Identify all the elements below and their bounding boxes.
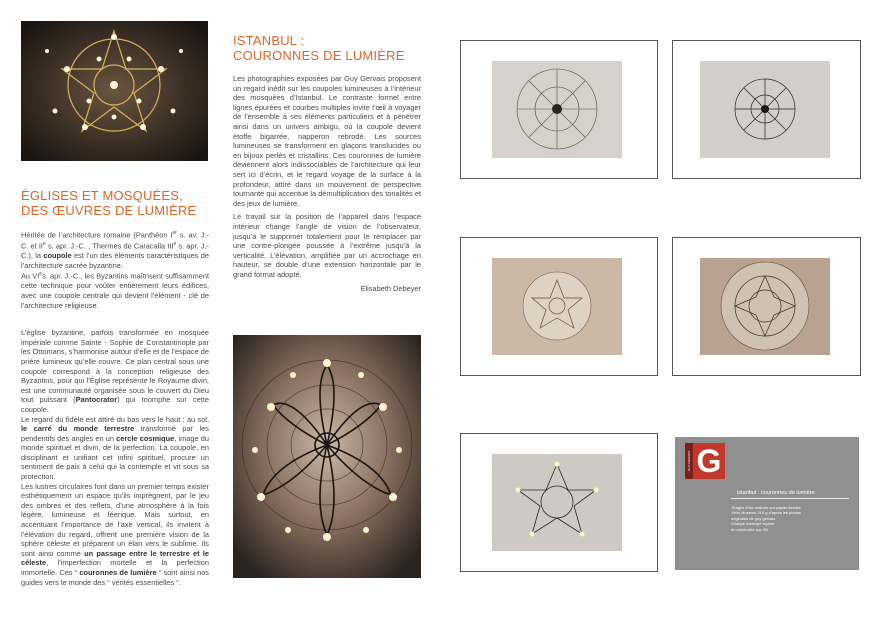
left-heading (21, 188, 211, 218)
left-para-1: Héritée de l’architecture romaine (Panthéon Ier s. av. J.-C. et IIe s. apr. J.-C. , Thermes de Caracalla IIIe s. apr. J.-C.), la coupole est l’un des éléments caractéristiques de l’architecture sacrée byzantine. (21, 230, 209, 270)
info-card (675, 437, 859, 570)
card-line-1: Tirages d’Art réalisés sur papier Archès (731, 505, 801, 510)
print-frame-3 (460, 237, 658, 376)
print-frame-2 (672, 40, 861, 179)
print-1-photo (492, 61, 622, 158)
print-frame-4 (672, 237, 861, 376)
print-5-image (492, 454, 622, 551)
card-line-2: Vélin Museum 315 g d’après les photos (731, 510, 802, 516)
print-5-photo (492, 454, 622, 551)
card-title: istanbul : couronnes de lumière (737, 490, 815, 496)
middle-heading-line2: COURONNES DE LUMIÈRE (233, 48, 405, 63)
print-frame-1 (460, 40, 658, 179)
left-para-5: Les lustres circulaires font dans un premier temps exister esthétiquement un espace qu’ils imprègnent, par le jeu des ombres et des reflets, d’une atmosphère à la fois légère, lumineuse et féerique. Mais surtout, en accentuant l’importance de l’axe vertical, ils invitent à l’élévation du regard, offrent une première vision de la sphère céleste et préparent un élan vers le sublime. Ils sont ainsi comme un passage entre le terrestre et le céleste, l’imperfection mortelle et la perfection immortelle. Ces “ couronnes de lumière “ sont ainsi nos guides vers le monde des “ vérités essentielles “. (21, 481, 209, 587)
left-heading-line1: ÉGLISES ET MOSQUÉES, (21, 188, 183, 203)
print-2-image (700, 61, 830, 158)
middle-heading (233, 33, 433, 63)
logo-side-strip: GUY GERVAIS (685, 443, 693, 479)
print-2-photo (700, 61, 830, 158)
left-para-2: Au VIes. apr. J.-C., les Byzantins maîtrisent suffisamment cette technique pour voûter entièrement leurs édifices, avec une coupole centrale qui devient l’élément - clé de l’architecture religieuse. (21, 271, 209, 310)
logo-g-box: G (693, 443, 725, 479)
card-details (731, 505, 801, 532)
left-body-text (21, 229, 209, 587)
chandelier-star-image (21, 21, 208, 161)
print-1-image (492, 61, 622, 158)
print-4-image (700, 258, 830, 355)
left-heading-line2: DES ŒUVRES DE LUMIÈRE (21, 203, 197, 218)
card-title-underline (731, 498, 849, 499)
print-4-photo (700, 258, 830, 355)
logo (685, 443, 725, 479)
middle-heading-line1: ISTANBUL : (233, 33, 305, 48)
signature: Elisabeth Debeyer (360, 284, 421, 294)
left-para-3: L’église byzantine, parfois transformée en mosquée impériale comme Sainte - Sophie de Constantinople par les Ottomans, s’harmonise autour d’elle et de l’espace de prière lumineux qu’elle couvre. Ce plan central sous une coupole correspond à la conception religieuse des Byzantins, pour qui l’Église représente le Royaume divin, est une communauté organisée sous le couvert du Dieu tout puissant (Pantocrator) qui triomphe sur cette coupole. (21, 328, 209, 414)
card-line-3: originales de guy gervais (731, 515, 776, 521)
middle-para-2: Le travail sur la position de l’appareil dans l’espace intérieur change l’angle de vision de l’observateur, jusqu’à le supprimer totalement pour le remplacer par une contre-plongée poussée à l’extrême jusqu’à la verticalité. L’élévation, amplifiée par un accrochage en hauteur, se double d’une extension horizontale par le grand format adopté. (233, 212, 421, 279)
card-line-4: Chaque estampe signée (731, 521, 775, 527)
print-frame-5 (460, 433, 658, 572)
card-line-5: et numérotée sur /30. (731, 526, 770, 532)
middle-body-text (233, 74, 421, 294)
print-3-image (492, 258, 622, 355)
middle-para-1: Les photographies exposées par Guy Gervais proposent un regard inédit sur les coupoles lumineuses à l’intérieur des mosquées d’Istanbul. Le contraste formel entre lignes épurées et courbes multiples invite l’œil à voyager de l’ensemble à ses éléments particuliers et à pénétrer ainsi dans un univers ambigu, où la coupole devient étoffe bigarrée, napperon rebrodé. Les sources lumineuses se transforment en glaçons translucides ou en bijoux perlés et cristallins. Ces couronnes de lumière deviennent alors indissociables de l’architecture qui leur sert ici d’écrin, et le regard voyage de la surface à la profondeur, attiré dans un mouvement de perspective tournante qui accentue la démultiplication des tonalités et des jeux de lumière. (233, 74, 421, 208)
large-chandelier-image (233, 335, 421, 578)
left-para-4: Le regard du fidèle est attiré du bas vers le haut : au sol, le carré du monde terrestre transformé par les pendentifs des angles en un cercle cosmique, image du monde spirituel et divin, de la perfection. La coupole, en disciplinant et unifiant cet infini spirituel, procure un sentiment de paix à celui qui la contemple et vit sous sa protection. (21, 414, 209, 482)
print-3-photo (492, 258, 622, 355)
dome-photo-large (233, 335, 421, 578)
dome-photo-top-left (21, 21, 208, 161)
